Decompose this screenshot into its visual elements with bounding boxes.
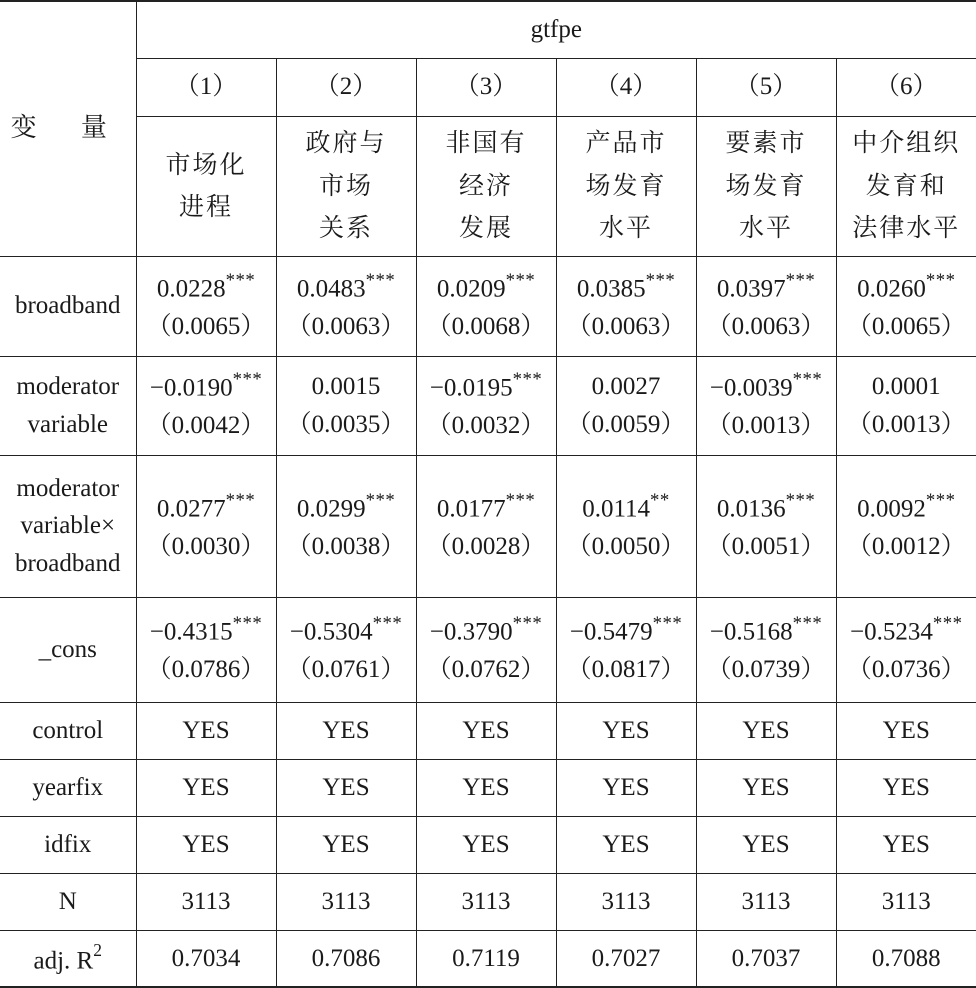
- row-label: N: [0, 873, 136, 930]
- column-name-line: 市场化: [165, 149, 247, 179]
- coef-cell: [416, 455, 556, 597]
- coef-cell: [836, 256, 976, 356]
- info-cell: 3113: [836, 873, 976, 930]
- standard-error: （0.0059）: [566, 410, 686, 438]
- info-cell: YES: [836, 816, 976, 873]
- coefficient: 0.0114**: [582, 489, 670, 523]
- column-name-line: 进程: [178, 192, 233, 221]
- standard-error: （0.0013）: [706, 412, 826, 440]
- info-cell: 3113: [136, 873, 276, 930]
- coefficient: 0.0277***: [156, 489, 256, 523]
- info-cell: 3113: [696, 873, 836, 930]
- info-cell: YES: [136, 702, 276, 759]
- significance-stars: ***: [232, 369, 263, 391]
- row-label: broadband: [0, 256, 136, 356]
- info-cell: YES: [556, 816, 696, 873]
- standard-error: （0.0761）: [286, 656, 406, 684]
- info-cell: YES: [416, 816, 556, 873]
- column-name-line: 中介组织: [852, 128, 961, 158]
- coefficient: 0.0027: [591, 373, 661, 400]
- info-cell: 3113: [556, 873, 696, 930]
- coef-cell: [416, 356, 556, 455]
- standard-error: （0.0038）: [286, 532, 406, 560]
- column-name-line: 发育和: [865, 170, 947, 200]
- standard-error: （0.0065）: [846, 312, 966, 340]
- column-name-line: 发展: [458, 213, 513, 243]
- coef-cell: [696, 256, 836, 356]
- standard-error: （0.0032）: [426, 412, 546, 440]
- standard-error: （0.0063）: [566, 312, 686, 340]
- coef-cell: [136, 597, 276, 702]
- significance-stars: ***: [225, 269, 256, 291]
- coef-row: [0, 597, 976, 702]
- coefficient: −0.4315***: [149, 613, 263, 646]
- standard-error: （0.0068）: [426, 312, 546, 340]
- info-cell: YES: [556, 759, 696, 816]
- coefficient: −0.0195***: [429, 369, 543, 402]
- significance-stars: ***: [512, 369, 543, 391]
- coefficient: 0.0299***: [296, 489, 396, 523]
- coef-cell: [136, 256, 276, 356]
- coef-cell: [416, 256, 556, 356]
- column-number-2: （2）: [276, 58, 416, 116]
- significance-stars: ***: [505, 269, 536, 291]
- dependent-variable-header: gtfpe: [136, 1, 976, 58]
- coefficient: −0.5304***: [289, 613, 403, 646]
- coefficient: −0.5479***: [569, 613, 683, 646]
- column-name-line: 市场: [318, 170, 373, 200]
- info-cell: YES: [276, 816, 416, 873]
- significance-stars: **: [650, 489, 670, 511]
- info-cell: YES: [696, 759, 836, 816]
- column-number-1: （1）: [136, 58, 276, 116]
- column-name-line: 场发育: [585, 170, 667, 200]
- info-row: [0, 873, 976, 930]
- standard-error: （0.0035）: [286, 410, 406, 438]
- column-name-line: 场发育: [725, 170, 807, 200]
- coef-cell: [416, 597, 556, 702]
- standard-error: （0.0013）: [846, 410, 966, 438]
- significance-stars: ***: [225, 489, 256, 511]
- coef-cell: [836, 597, 976, 702]
- info-cell: YES: [836, 759, 976, 816]
- coef-cell: [836, 356, 976, 455]
- coefficient: −0.3790***: [429, 613, 543, 646]
- info-cell: YES: [276, 759, 416, 816]
- standard-error: （0.0050）: [566, 532, 686, 560]
- standard-error: （0.0786）: [146, 656, 266, 684]
- significance-stars: ***: [232, 613, 263, 635]
- coef-cell: [836, 455, 976, 597]
- column-number-3: （3）: [416, 58, 556, 116]
- row-header-label: 变 量: [0, 1, 136, 256]
- row-label: moderator variable× broadband: [0, 455, 136, 597]
- coefficient: −0.0039***: [709, 369, 823, 402]
- significance-stars: ***: [792, 613, 823, 635]
- r2-cell: 0.7088: [836, 930, 976, 987]
- r2-cell: 0.7034: [136, 930, 276, 987]
- coef-cell: [696, 455, 836, 597]
- column-name-line: 水平: [738, 213, 793, 243]
- significance-stars: ***: [785, 269, 816, 291]
- info-cell: YES: [696, 702, 836, 759]
- column-name-line: 非国有: [445, 128, 527, 158]
- standard-error: （0.0065）: [146, 312, 266, 340]
- significance-stars: ***: [925, 269, 956, 291]
- significance-stars: ***: [365, 489, 396, 511]
- column-name-line: 经济: [458, 170, 513, 200]
- coef-cell: [276, 256, 416, 356]
- column-number-6: （6）: [836, 58, 976, 116]
- column-number-5: （5）: [696, 58, 836, 116]
- row-label: idfix: [0, 816, 136, 873]
- standard-error: （0.0042）: [146, 412, 266, 440]
- info-cell: YES: [276, 702, 416, 759]
- standard-error: （0.0012）: [846, 532, 966, 560]
- standard-error: （0.0051）: [706, 532, 826, 560]
- coefficient: −0.5168***: [709, 613, 823, 646]
- column-name-1: [136, 116, 276, 256]
- significance-stars: ***: [785, 489, 816, 511]
- significance-stars: ***: [512, 613, 543, 635]
- significance-stars: ***: [645, 269, 676, 291]
- standard-error: （0.0030）: [146, 532, 266, 560]
- column-number-4: （4）: [556, 58, 696, 116]
- coefficient: 0.0001: [871, 373, 941, 400]
- column-name-2: [276, 116, 416, 256]
- column-name-4: [556, 116, 696, 256]
- standard-error: （0.0762）: [426, 656, 546, 684]
- info-row: [0, 702, 976, 759]
- standard-error: （0.0736）: [846, 656, 966, 684]
- column-name-line: 关系: [318, 213, 373, 243]
- coefficient: 0.0136***: [716, 489, 816, 523]
- row-label: yearfix: [0, 759, 136, 816]
- info-cell: 3113: [416, 873, 556, 930]
- row-label: adj. $R^2$: [0, 930, 136, 987]
- r2-cell: 0.7037: [696, 930, 836, 987]
- coefficient: 0.0228***: [156, 269, 256, 303]
- row-label: _cons: [0, 597, 136, 702]
- coefficient: 0.0092***: [857, 489, 956, 523]
- coef-cell: [276, 356, 416, 455]
- coefficient: 0.0177***: [436, 489, 536, 523]
- coef-cell: [696, 356, 836, 455]
- standard-error: （0.0063）: [706, 312, 826, 340]
- coefficient: −0.0190***: [149, 369, 263, 402]
- coefficient: −0.5234***: [850, 613, 963, 646]
- info-row: [0, 816, 976, 873]
- coef-row: [0, 256, 976, 356]
- coef-cell: [276, 597, 416, 702]
- significance-stars: ***: [372, 613, 403, 635]
- column-name-line: 产品市: [585, 128, 667, 158]
- coefficient: 0.0483***: [296, 269, 396, 303]
- coef-cell: [136, 455, 276, 597]
- info-cell: YES: [416, 702, 556, 759]
- column-name-6: [836, 116, 976, 256]
- coef-cell: [276, 455, 416, 597]
- r2-row: [0, 930, 976, 987]
- coef-cell: [556, 356, 696, 455]
- coefficient: 0.0397***: [716, 269, 816, 303]
- coefficient: 0.0209***: [436, 269, 536, 303]
- coef-cell: [556, 256, 696, 356]
- info-cell: 3113: [276, 873, 416, 930]
- column-name-line: 法律水平: [852, 213, 961, 243]
- significance-stars: ***: [652, 613, 683, 635]
- significance-stars: ***: [925, 489, 956, 511]
- info-cell: YES: [696, 816, 836, 873]
- info-cell: YES: [136, 816, 276, 873]
- column-name-line: 水平: [598, 213, 653, 243]
- row-label: moderator variable: [0, 356, 136, 455]
- coef-row: [0, 455, 976, 597]
- significance-stars: ***: [932, 613, 963, 635]
- coef-cell: [556, 597, 696, 702]
- info-cell: YES: [136, 759, 276, 816]
- standard-error: （0.0739）: [706, 656, 826, 684]
- r2-cell: 0.7027: [556, 930, 696, 987]
- r2-cell: 0.7086: [276, 930, 416, 987]
- coef-row: [0, 356, 976, 455]
- significance-stars: ***: [792, 369, 823, 391]
- coef-cell: [136, 356, 276, 455]
- coefficient: 0.0260***: [857, 269, 956, 303]
- significance-stars: ***: [505, 489, 536, 511]
- column-name-3: [416, 116, 556, 256]
- row-label: control: [0, 702, 136, 759]
- info-cell: YES: [556, 702, 696, 759]
- r2-cell: 0.7119: [416, 930, 556, 987]
- info-cell: YES: [416, 759, 556, 816]
- info-row: [0, 759, 976, 816]
- coef-cell: [696, 597, 836, 702]
- standard-error: （0.0028）: [426, 532, 546, 560]
- coefficient: 0.0015: [311, 373, 381, 400]
- column-name-line: 要素市: [725, 128, 807, 158]
- coefficient: 0.0385***: [576, 269, 676, 303]
- significance-stars: ***: [365, 269, 396, 291]
- standard-error: （0.0063）: [286, 312, 406, 340]
- column-name-5: [696, 116, 836, 256]
- standard-error: （0.0817）: [566, 656, 686, 684]
- info-cell: YES: [836, 702, 976, 759]
- column-name-line: 政府与: [305, 128, 387, 158]
- coef-cell: [556, 455, 696, 597]
